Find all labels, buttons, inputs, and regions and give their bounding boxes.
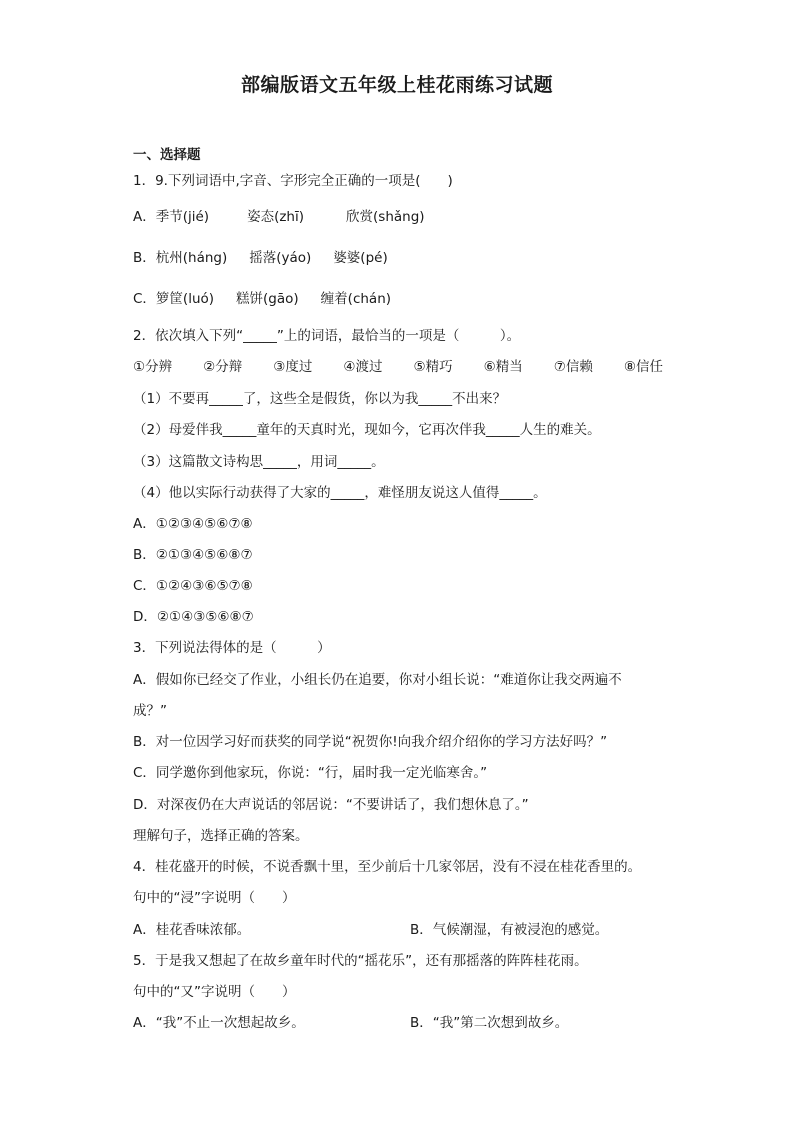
q4-subquestion: 句中的“浸”字说明（ ）	[133, 890, 296, 906]
q2-sentence-4: （4）他以实际行动获得了大家的_____，难怪朋友说这人值得_____。	[133, 485, 547, 501]
q2-word: ③度过	[273, 359, 313, 375]
q1-c-word2: 糕饼(gāo)	[236, 291, 299, 307]
q2-word: ④渡过	[343, 359, 383, 375]
q1-option-a	[133, 207, 425, 227]
q2-word: ⑤精巧	[413, 359, 453, 375]
q2-word: ②分辩	[203, 359, 243, 375]
q5-stem: 5．于是我又想起了在故乡童年时代的“摇花乐”，还有那摇落的阵阵桂花雨。	[133, 953, 588, 969]
q3-option-d: D．对深夜仍在大声说话的邻居说：“不要讲话了，我们想休息了。”	[133, 797, 529, 813]
q1-option-c	[133, 289, 391, 309]
q2-word-list	[133, 357, 663, 377]
q3-option-b: B．对一位因学习好而获奖的同学说“祝贺你!向我介绍介绍你的学习方法好吗？”	[133, 734, 608, 750]
q3-stem: 3．下列说法得体的是（ ）	[133, 640, 331, 656]
q1-a-word2: 姿态(zhī)	[247, 209, 305, 225]
q2-word: ①分辨	[133, 359, 173, 375]
q4-option-b: B．气候潮湿，有被浸泡的感觉。	[410, 922, 609, 938]
q3-option-c: C．同学邀你到他家玩，你说：“行，届时我一定光临寒舍。”	[133, 765, 488, 781]
q2-sentence-2: （2）母爱伴我_____童年的天真时光，现如今，它再次伴我_____人生的难关。	[133, 422, 601, 438]
q1-b-word2: 摇落(yáo)	[249, 250, 312, 266]
q5-option-a: A．“我”不止一次想起故乡。	[133, 1015, 305, 1031]
instruction-text: 理解句子，选择正确的答案。	[133, 828, 309, 844]
q3-option-a: A．假如你已经交了作业，小组长仍在追要，你对小组长说：“难道你让我交两遍不	[133, 672, 622, 688]
q1-a-word3: 欣赏(shǎng)	[346, 209, 425, 225]
q2-option-d: D．②①④③⑤⑥⑧⑦	[133, 609, 254, 625]
q1-option-b	[133, 248, 388, 268]
q2-word: ⑦信赖	[553, 359, 593, 375]
q2-option-c: C．①②④③⑥⑤⑦⑧	[133, 578, 253, 594]
document-title: 部编版语文五年级上桂花雨练习试题	[240, 74, 553, 96]
q2-stem: 2．依次填入下列“_____”上的词语，最恰当的一项是（ ）。	[133, 328, 521, 344]
q1-stem: 1．9.下列词语中,字音、字形完全正确的一项是( )	[133, 173, 453, 189]
q4-stem: 4．桂花盛开的时候，不说香飘十里，至少前后十几家邻居，没有不浸在桂花香里的。	[133, 859, 642, 875]
q2-word: ⑧信任	[623, 359, 663, 375]
q1-c-word3: 缠着(chán)	[320, 291, 392, 307]
q5-option-b: B．“我”第二次想到故乡。	[410, 1015, 569, 1031]
q2-sentence-1: （1）不要再_____了，这些全是假货，你以为我_____不出来？	[133, 391, 507, 407]
q1-a-word1: A．季节(jié)	[133, 209, 210, 225]
q1-b-word3: 婆婆(pé)	[333, 250, 388, 266]
q3-option-a-cont: 成？”	[133, 703, 167, 719]
q5-subquestion: 句中的“又”字说明（ ）	[133, 984, 296, 1000]
q1-b-word1: B．杭州(háng)	[133, 250, 228, 266]
q2-sentence-3: （3）这篇散文诗构思_____，用词_____。	[133, 454, 385, 470]
q1-c-word1: C．箩筐(luó)	[133, 291, 215, 307]
section-heading: 一、选择题	[133, 147, 201, 163]
q4-option-a: A．桂花香味浓郁。	[133, 922, 251, 938]
q2-word: ⑥精当	[483, 359, 523, 375]
q2-option-a: A．①②③④⑤⑥⑦⑧	[133, 516, 253, 532]
q2-option-b: B．②①③④⑤⑥⑧⑦	[133, 547, 253, 563]
